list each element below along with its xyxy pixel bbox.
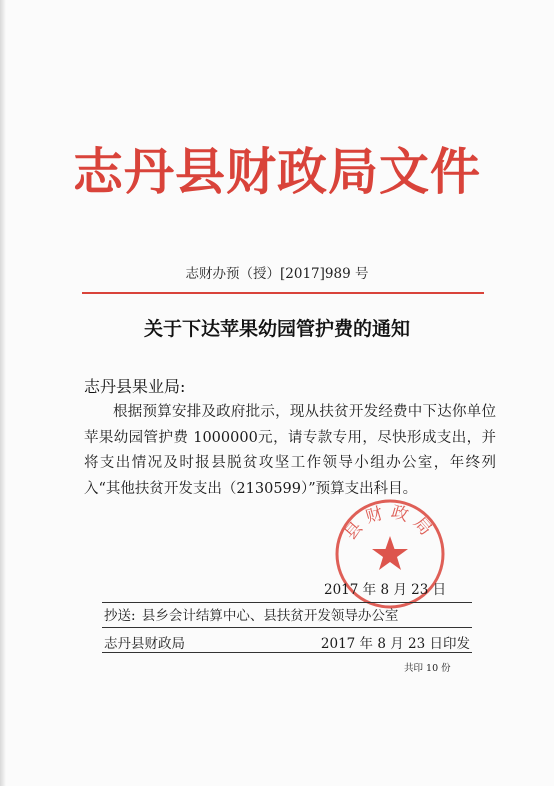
seal-star-icon	[372, 536, 408, 570]
red-divider	[82, 292, 484, 294]
issuer-bottom-rule	[102, 652, 472, 653]
cc-recipients: 县乡会计结算中心、县扶贫开发领导办公室	[141, 608, 399, 624]
document-number: 志财办预（授）[2017]989 号	[185, 266, 369, 282]
svg-text:县财政局: 县财政局	[340, 501, 440, 545]
cc-label: 抄送:	[104, 608, 136, 624]
issuer-name: 志丹县财政局	[104, 636, 185, 652]
cc-bottom-rule	[102, 627, 472, 628]
masthead-title: 志丹县财政局文件	[73, 142, 481, 201]
issuer-row	[104, 632, 470, 652]
body-paragraph: 根据预算安排及政府批示，现从扶贫开发经费中下达你单位苹果幼园管护费 1000000元，请专款专用，尽快形成支出，并将支出情况及时报县脱贫攻坚工作领导小组办公室，年终列入“其他扶贫开发支出（2130599）”预算支出科目。	[84, 404, 496, 498]
scan-shadow	[0, 0, 6, 786]
cc-line	[104, 604, 398, 624]
addressee: 志丹县果业局:	[84, 377, 186, 396]
copies-count: 共印 10 份	[404, 663, 451, 674]
signing-date: 2017 年 8 月 23 日	[324, 582, 447, 598]
print-date: 2017 年 8 月 23 日印发	[320, 636, 470, 652]
cc-top-rule	[102, 602, 472, 603]
notice-title: 关于下达苹果幼园管护费的通知	[143, 318, 410, 340]
